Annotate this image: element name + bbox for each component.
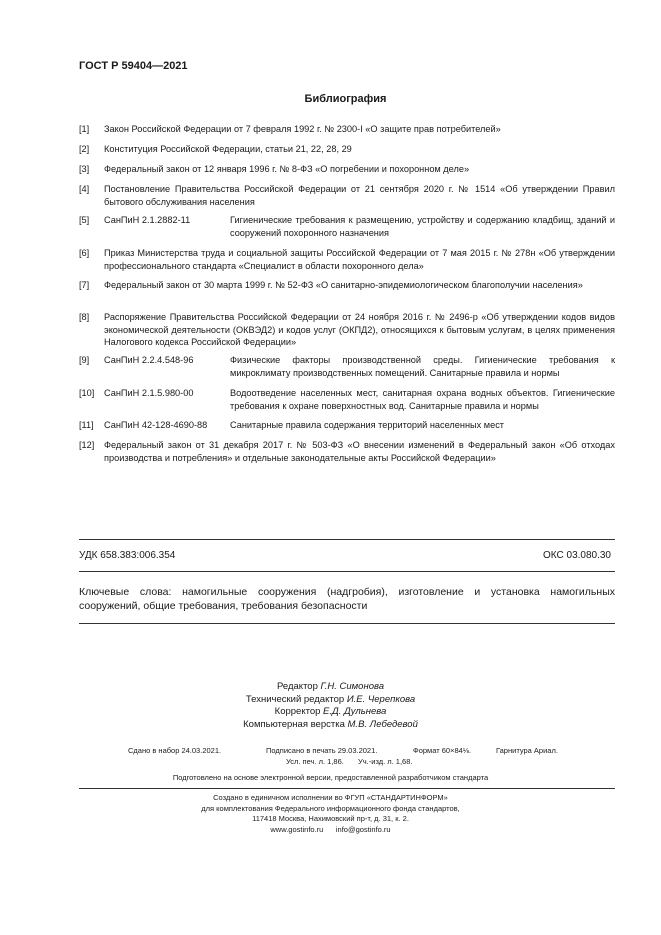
reference-number: [5] bbox=[79, 215, 90, 225]
page-title: Библиография bbox=[304, 93, 387, 105]
reference-text: Федеральный закон от 12 января 1996 г. № 8-ФЗ «О погребении и похоронном деле» bbox=[104, 164, 470, 174]
reference-item bbox=[79, 279, 615, 292]
reference-number: [10] bbox=[79, 388, 95, 398]
reference-text: Распоряжение Правительства Российской Федерации от 24 ноября 2016 г. № 2496-р «Об утверждении кодов видов экономической деятельности (ОКВЭД2) и кодов услуг (ОКПД2), относящихся к бытовым услугам, в целях применения Налогового кодекса Российской Федерации» bbox=[104, 312, 615, 347]
publisher-email[interactable]: info@gostinfo.ru bbox=[335, 824, 391, 834]
reference-number: [12] bbox=[79, 440, 95, 450]
reference-number: [1] bbox=[79, 124, 90, 134]
reference-code: СанПиН 2.2.4.548-96 bbox=[104, 355, 194, 365]
credit-editor: Редактор Г.Н. Симонова bbox=[276, 681, 385, 692]
reference-item bbox=[79, 311, 615, 349]
imprint-signed: Подписано в печать 29.03.2021. bbox=[266, 746, 378, 755]
document-code: ГОСТ Р 59404—2021 bbox=[79, 60, 188, 72]
imprint-font: Гарнитура Ариал. bbox=[496, 746, 558, 755]
reference-item bbox=[79, 387, 615, 412]
reference-text: Приказ Министерства труда и социальной защиты Российской Федерации от 7 мая 2015 г. № 278н «Об утверждении профессионального стандарта «Специалист в области похоронного дела» bbox=[104, 248, 615, 271]
reference-number: [3] bbox=[79, 164, 90, 174]
imprint-set: Сдано в набор 24.03.2021. bbox=[128, 746, 222, 755]
reference-number: [6] bbox=[79, 248, 90, 258]
divider bbox=[79, 623, 615, 624]
divider bbox=[79, 539, 615, 540]
reference-number: [2] bbox=[79, 144, 90, 154]
reference-number: [8] bbox=[79, 312, 90, 322]
publisher-line: Создано в единичном исполнении во ФГУП «СТАНДАРТИНФОРМ» bbox=[213, 793, 448, 802]
reference-number: [7] bbox=[79, 280, 90, 290]
reference-item bbox=[79, 354, 615, 379]
publisher-address: 117418 Москва, Нахимовский пр-т, д. 31, к. 2. bbox=[252, 814, 409, 823]
publisher-website[interactable]: www.gostinfo.ru bbox=[270, 824, 324, 834]
imprint bbox=[128, 745, 558, 767]
imprint-print-sheets: Усл. печ. л. 1,86. bbox=[286, 757, 344, 766]
reference-text: Физические факторы производственной среды. Гигиенические требования к микроклимату производственных помещений. Санитарные правила и нормы bbox=[230, 355, 615, 378]
publisher-line: для комплектования Федерального информационного фонда стандартов, bbox=[201, 803, 460, 813]
imprint-pub-sheets: Уч.-изд. л. 1,68. bbox=[358, 757, 413, 766]
reference-item bbox=[79, 163, 615, 176]
reference-text: Постановление Правительства Российской Федерации от 21 сентября 2020 г. № 1514 «Об утверждении Правил бытового обслуживания населения bbox=[104, 184, 615, 207]
reference-item bbox=[79, 123, 615, 136]
divider bbox=[79, 788, 615, 789]
reference-code: СанПиН 42-128-4690-88 bbox=[104, 420, 208, 430]
publisher-info bbox=[0, 793, 661, 835]
reference-number: [9] bbox=[79, 355, 90, 365]
credits bbox=[0, 681, 661, 731]
reference-item bbox=[79, 183, 615, 208]
imprint-format: Формат 60×84⅛. bbox=[413, 746, 472, 755]
reference-text: Конституция Российской Федерации, статьи 21, 22, 28, 29 bbox=[104, 144, 352, 154]
reference-code: СанПиН 2.1.2882-11 bbox=[104, 215, 191, 225]
publisher-contacts bbox=[0, 825, 661, 836]
reference-text: Гигиенические требования к размещению, устройству и содержанию кладбищ, зданий и сооружений похоронного назначения bbox=[230, 215, 615, 238]
keywords: Ключевые слова: намогильные сооружения (надгробия), изготовление и установка намогильных сооружений, общие требования, требования безопасности bbox=[79, 586, 615, 612]
reference-code: СанПиН 2.1.5.980-00 bbox=[104, 388, 194, 398]
divider bbox=[79, 571, 615, 572]
reference-text: Санитарные правила содержания территорий населенных мест bbox=[230, 420, 505, 430]
reference-item bbox=[79, 214, 615, 239]
reference-item bbox=[79, 143, 615, 156]
credit-tech-editor: Технический редактор И.Е. Черепкова bbox=[245, 693, 416, 705]
credit-proofreader: Корректор Е.Д. Дульнева bbox=[274, 706, 387, 717]
udk-code: УДК 658.383:006.354 bbox=[79, 550, 176, 561]
reference-item bbox=[79, 247, 615, 272]
reference-text: Закон Российской Федерации от 7 февраля 1992 г. № 2300-I «О защите прав потребителей» bbox=[104, 124, 501, 134]
prepared-note: Подготовлено на основе электронной версии, предоставленной разработчиком стандарта bbox=[172, 773, 489, 782]
credit-layout: Компьютерная верстка М.В. Лебедевой bbox=[243, 718, 418, 730]
reference-item bbox=[79, 439, 615, 464]
reference-text: Федеральный закон от 30 марта 1999 г. № 52-ФЗ «О санитарно-эпидемиологическом благополучии населения» bbox=[104, 280, 583, 290]
reference-number: [11] bbox=[79, 420, 94, 430]
reference-number: [4] bbox=[79, 184, 90, 194]
oks-code: ОКС 03.080.30 bbox=[543, 550, 611, 561]
reference-text: Водоотведение населенных мест, санитарная охрана водных объектов. Гигиенические требования к охране поверхностных вод. Санитарные правила и нормы bbox=[230, 388, 615, 411]
reference-text: Федеральный закон от 31 декабря 2017 г. № 503-ФЗ «О внесении изменений в Федеральный закон «Об отходах производства и потребления» и отдельные законодательные акты Российской Федерации» bbox=[104, 440, 615, 463]
reference-item bbox=[79, 419, 615, 432]
